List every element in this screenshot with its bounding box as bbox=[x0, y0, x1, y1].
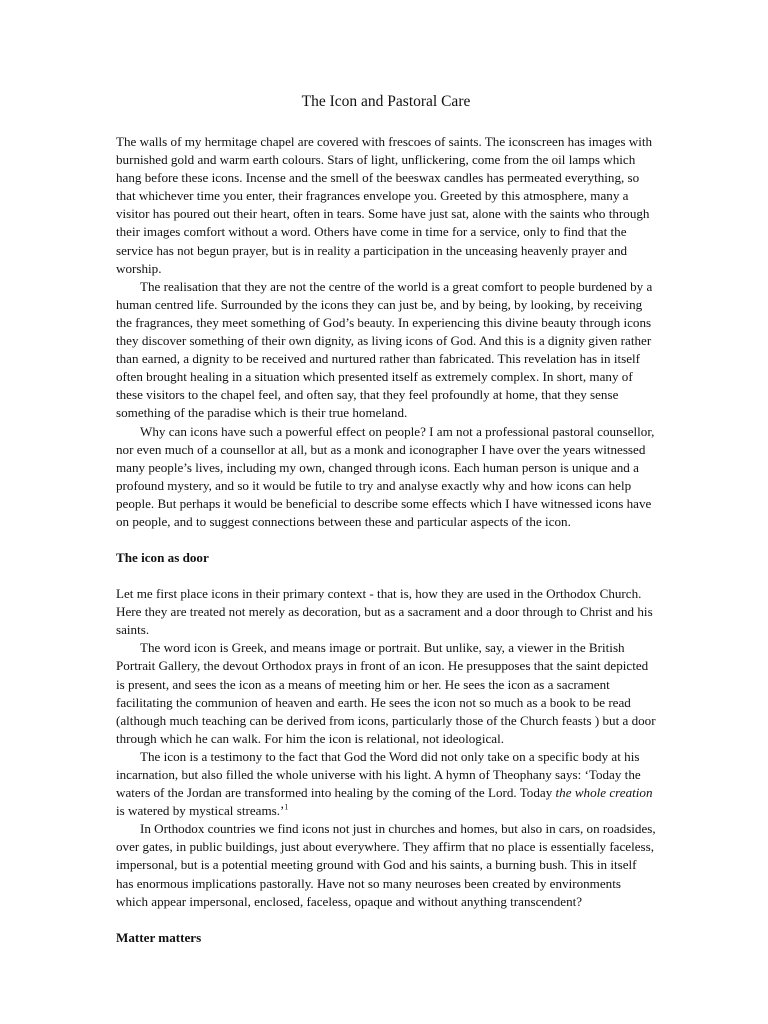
door-paragraph-3 bbox=[116, 748, 656, 820]
footnote-marker[interactable]: 1 bbox=[284, 802, 289, 812]
italic-phrase: the whole creation bbox=[555, 785, 653, 801]
door-paragraph-3-end: is watered by mystical streams.’ bbox=[116, 803, 285, 819]
door-paragraph-4: In Orthodox countries we find icons not just in churches and homes, but also in cars, on roadsides, over gates, in public buildings, just about everywhere. They affirm that no place is essentially faceless, impersonal, but is a potential meeting ground with God and his saints, a burning bush. This in itself has enormous implications pastorally. Have not so many neuroses been created by environments which appear impersonal, enclosed, faceless, opaque and without anything transcendent? bbox=[116, 821, 656, 909]
door-paragraph-3-start: The icon is a testimony to the fact that God the Word did not only take on a specific body at his incarnation, but also filled the whole universe with his light. A hymn of Theophany says: ‘Today the waters of the Jordan are transformed into healing by the coming of the Lord. Today bbox=[116, 748, 641, 801]
intro-paragraph-1: The walls of my hermitage chapel are covered with frescoes of saints. The iconscreen has images with burnished gold and warm earth colours. Stars of light, unflickering, come from the oil lamps which hang before these icons. Incense and the smell of the beeswax candles has permeated everything, so that whichever time you enter, their fragrances envelope you. Greeted by this atmosphere, many a visitor has poured out their heart, often in tears. Some have just sat, alone with the saints who through their images comfort without a word. Others have come in time for a service, only to find that the service has not begun prayer, but is in reality a participation in the unceasing heavenly prayer and worship. bbox=[116, 134, 653, 276]
section-heading-icon-as-door: The icon as door bbox=[116, 550, 209, 566]
door-paragraph-1: Let me first place icons in their primary context - that is, how they are used in the Orthodox Church. Here they are treated not merely as decoration, but as a sacrament and a door through to Christ and his saints. bbox=[116, 586, 653, 638]
intro-paragraph-3: Why can icons have such a powerful effect on people? I am not a professional pastoral counsellor, nor even much of a counsellor at all, but as a monk and iconographer I have over the years witnessed many people’s lives, including my own, changed through icons. Each human person is unique and a profound mystery, and so it would be futile to try and analyse exactly why and how icons can help people. But perhaps it would be beneficial to describe some effects which I have witnessed icons have on people, and to suggest connections between these and particular aspects of the icon. bbox=[116, 423, 655, 529]
door-paragraph-2: The word icon is Greek, and means image or portrait. But unlike, say, a viewer in the British Portrait Gallery, the devout Orthodox prays in front of an icon. He presupposes that the saint depicted is present, and sees the icon as a means of meeting him or her. He sees the icon as a sacrament facilitating the communion of heaven and earth. He sees the icon not so much as a book to be read (although much teaching can be derived from icons, particularly those of the Church feasts ) but a door through which he can walk. For him the icon is relational, not ideological. bbox=[116, 640, 656, 746]
document-page bbox=[116, 92, 656, 965]
section-heading-matter-matters: Matter matters bbox=[116, 929, 202, 945]
intro-paragraph-2: The realisation that they are not the centre of the world is a great comfort to people burdened by a human centred life. Surrounded by the icons they can just be, and by being, by looking, by receiving the fragrances, they meet something of God’s beauty. In experiencing this divine beauty through icons they discover something of their own dignity, as living icons of God. And this is a dignity given rather than earned, a dignity to be received and nurtured rather than fabricated. This revelation has in itself often brought healing in a situation which presented itself as extremely complex. In short, many of these visitors to the chapel feel, and often say, that they feel profoundly at home, that they sense something of the paradise which is their true homeland. bbox=[116, 278, 653, 421]
document-title: The Icon and Pastoral Care bbox=[301, 93, 471, 110]
